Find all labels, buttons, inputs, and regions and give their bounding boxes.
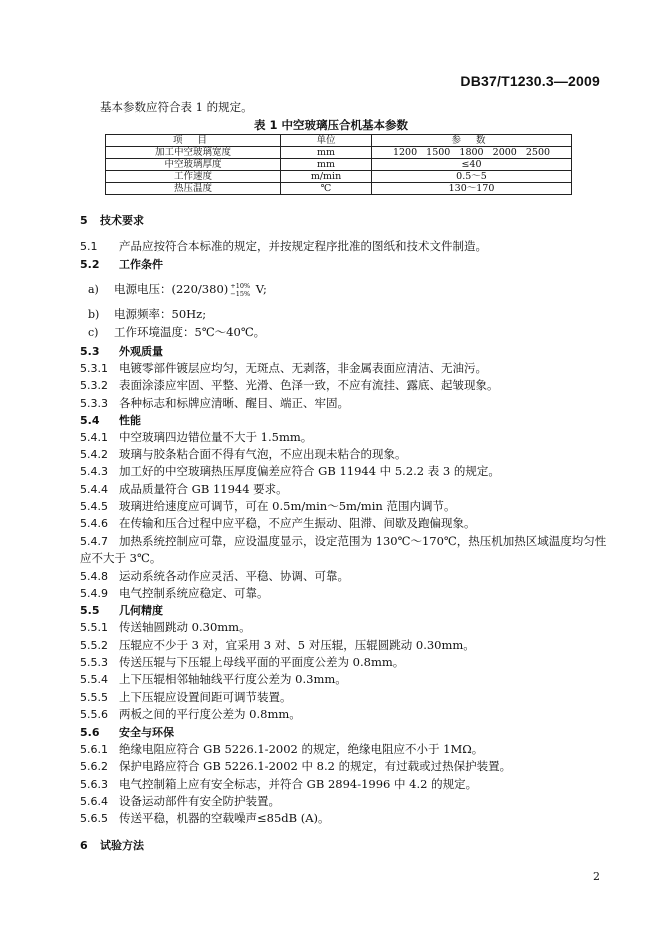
clause-5-4-2: 5.4.2 玻璃与胶条粘合面不得有气泡，不应出现未粘合的现象。 [80,447,407,461]
clause-5-5-5: 5.5.5 上下压辊应设置间距可调节装置。 [80,690,292,704]
header-cell: 单位 [281,135,372,147]
table-cell: 0.5～5 [372,171,572,183]
clause-5-4-4: 5.4.4 成品质量符合 GB 11944 要求。 [80,482,288,496]
tolerance: +10% −15% [230,282,251,298]
clause-5-4-8: 5.4.8 运动系统各动作应灵活、平稳、协调、可靠。 [80,569,349,583]
clause-5-3-2: 5.3.2 表面涂漆应牢固、平整、光滑、色泽一致，不应有流挂、露底、起皱现象。 [80,378,499,392]
clause-5-4-7: 5.4.7 加热系统控制应可靠，应设温度显示，设定范围为 130℃～170℃，热压机加热区域温度均匀性 [80,534,607,548]
table-cell: m/min [281,171,372,183]
clause-5-4-9: 5.4.9 电气控制系统应稳定、可靠。 [80,586,269,600]
header-cell: 参 数 [372,135,572,147]
clause-5-5-3: 5.5.3 传送压辊与下压辊上母线平面的平面度公差为 0.8mm。 [80,655,405,669]
clause-5-4-3: 5.4.3 加工好的中空玻璃热压厚度偏差应符合 GB 11944 中 5.2.2 表 3 的规定。 [80,464,500,478]
header-cell: 项 目 [106,135,281,147]
clause-5-3: 5.3 外观质量 [80,345,163,358]
list-item-a: a) 电源电压：(220/380) +10% −15% V; [88,282,267,298]
table-cell: 热压温度 [106,183,281,195]
table-cell: 工作速度 [106,171,281,183]
list-item-c: c) 工作环境温度：5℃～40℃。 [88,325,266,339]
list-item-b: b) 电源频率：50Hz; [88,307,207,321]
clause-5-4-7-continued: 应不大于 3℃。 [80,551,162,565]
table-cell: ℃ [281,183,372,195]
table-cell: 加工中空玻璃宽度 [106,147,281,159]
clause-5-4-6: 5.4.6 在传输和压合过程中应平稳，不应产生振动、阻滞、间歇及跑偏现象。 [80,516,476,530]
clause-5-6-1: 5.6.1 绝缘电阻应符合 GB 5226.1-2002 的规定，绝缘电阻应不小于 1MΩ。 [80,742,484,756]
table-title: 表 1 中空玻璃压合机基本参数 [253,118,408,132]
clause-5-3-3: 5.3.3 各种标志和标牌应清晰、醒目、端正、牢固。 [80,396,349,410]
table-cell: mm [281,147,372,159]
table-cell: ≤40 [372,159,572,171]
intro-text: 基本参数应符合表 1 的规定。 [100,100,253,114]
page-number: 2 [593,870,600,883]
clause-5-5-6: 5.5.6 两板之间的平行度公差为 0.8mm。 [80,707,301,721]
clause-5-6: 5.6 安全与环保 [80,726,174,739]
table-cell: 1200 1500 1800 2000 2500 [372,147,572,159]
clause-5-4-1: 5.4.1 中空玻璃四边错位量不大于 1.5mm。 [80,430,313,444]
clause-5-4: 5.4 性能 [80,414,141,427]
clause-5-6-5: 5.6.5 传送平稳，机器的空载噪声≤85dB (A)。 [80,811,330,825]
clause-5-6-3: 5.6.3 电气控制箱上应有安全标志，并符合 GB 2894-1996 中 4.2 的规定。 [80,777,478,791]
standard-code: DB37/T1230.3—2009 [460,73,600,89]
table-cell: 中空玻璃厚度 [106,159,281,171]
clause-5-2: 5.2 工作条件 [80,258,163,271]
section-heading-5: 5 技术要求 [80,214,144,227]
clause-5-5-1: 5.5.1 传送轴圆跳动 0.30mm。 [80,620,251,634]
table-cell: mm [281,159,372,171]
clause-5-5-4: 5.5.4 上下压辊相邻轴轴线平行度公差为 0.3mm。 [80,672,347,686]
clause-5-4-5: 5.4.5 玻璃进给速度应可调节，可在 0.5m/min～5m/min 范围内调节。 [80,499,456,513]
clause-5-3-1: 5.3.1 电镀零部件镀层应均匀，无斑点、无剥落，非金属表面应清洁、无油污。 [80,361,487,375]
clause-5-5-2: 5.5.2 压辊应不少于 3 对，宜采用 3 对、5 对压辊，压辊圆跳动 0.30mm。 [80,638,475,652]
section-heading-6: 6 试验方法 [80,839,144,852]
clause-5-1: 5.1 产品应按符合本标准的规定，并按规定程序批准的图纸和技术文件制造。 [80,239,487,253]
clause-5-6-2: 5.6.2 保护电路应符合 GB 5226.1-2002 中 8.2 的规定，有过载或过热保护装置。 [80,759,512,773]
clause-5-6-4: 5.6.4 设备运动部件有安全防护装置。 [80,794,280,808]
clause-5-5: 5.5 几何精度 [80,604,163,617]
table-cell: 130～170 [372,183,572,195]
